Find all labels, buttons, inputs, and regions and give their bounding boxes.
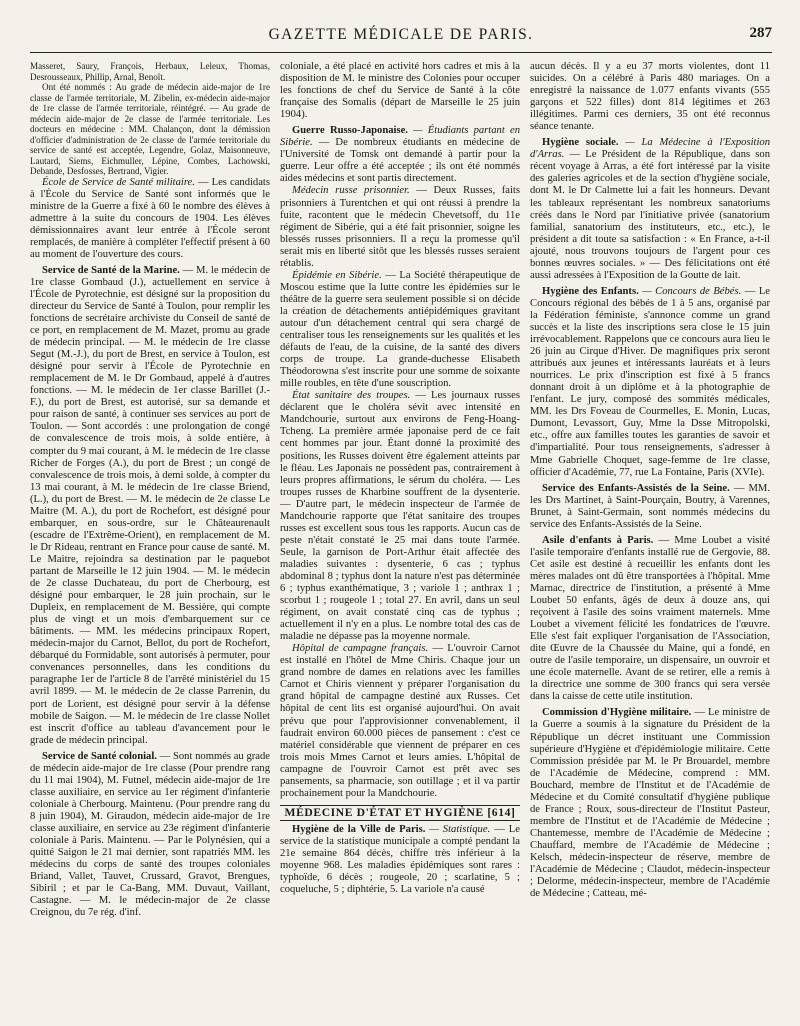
colonial-paragraph [30, 751, 270, 920]
colonial-body: — Sont nommés au grade de médecin aide-major de 1re classe (Pour prendre rang du 11 mai 1904), M. Futnel, médecin aide-major de 1re classe auxiliaire, en service au 1er régiment d'infanterie coloniale à Cherbourg. Maintenu. (Pour prendre rang du 8 juin 1904), M. Giraudon, médecin aide-major de 1re classe auxiliaire, en service au 23e régiment d'infanterie coloniale à Paris. Maintenu. — Par le Polynésien, qui a quitté Saigon le 21 mai dernier, sont rapatriés MM. les médecins du corps de santé des troupes coloniales Briand, Vallet, Tauvet, Crussard, Gravot, Brengues, Sibiril ; et par le Ca-Bang, MM. Duvaut, Vaillant, Castagne. — M. le médecin-major de 2e classe Creignou, du 7e rég. d'inf. [30, 750, 270, 919]
column-2 [280, 61, 520, 1019]
hyg-paris-paragraph [280, 824, 520, 896]
hopital-paragraph [280, 643, 520, 800]
continuation-paragraph-3: aucun décès. Il y a eu 37 morts violentes, dont 11 suicides. On a célébré à Paris 480 mariages. On a enregistré la naissance de 1.077 enfants vivants (555 garçons et 522 filles) dont 814 légitimes et 263 illégitimes. Parmi ces derniers, 35 ont été reconnus séance tenante. [530, 61, 770, 133]
ecole-title: École de Service de Santé militaire. [42, 176, 195, 188]
commission-paragraph [530, 707, 770, 900]
hyg-sociale-subtitle: — La Médecine à l'Exposition d'Arras. [530, 137, 770, 161]
enfants-assistes-title: Service des Enfants-Assistés de la Seine. [542, 482, 730, 494]
hyg-enfants-title: Hygiène des Enfants. [542, 285, 639, 297]
etat-paragraph [280, 390, 520, 643]
continuation-paragraph: coloniale, a été placé en activité hors cadres et mis à la disposition de M. le ministre des Colonies pour occuper les fonctions de chef du Service de Santé à la côte française des Somalis (départ de Marseille le 25 juin 1904). [280, 61, 520, 121]
ecole-paragraph [30, 177, 270, 261]
hopital-title: Hôpital de campagne français. [292, 643, 429, 655]
nominations-paragraph: Ont été nommés : Au grade de médecin aide-major de 1re classe de l'armée territoriale, M. Zibelin, ex-médecin aide-major de 1re classe de l'armée territoriale, réintégré. — Au grade de médecin aide-major de 2e classe de l'armée territoriale. Les docteurs en médecine : MM. Chalançon, dont la démission d'officier d'administration de 2e classe de l'armée territoriale du service de santé est acceptée, Legendre, Golaz, Maisonneuve, Lautard, Siems, Eichmuller, Lépine, Combes, Lachowski, Debande, Desfosses, Bertrand, Vigier. [30, 82, 270, 176]
hyg-paris-title: Hygiène de la Ville de Paris. [292, 823, 426, 835]
commission-title: Commission d'Hygiène militaire. [542, 707, 692, 719]
etat-title: État sanitaire des troupes. [292, 390, 411, 402]
epidemie-body: — La Société thérapeutique de Moscou estime que la lutte contre les épidémies sur le théâtre de la guerre sera seulement possible si on décide la création de détachements antiépidémiques gravitant autour d'un détachement central qui sera chargé de centraliser tous les renseignements sur les qualités et les défauts de l'eau, de la cuisine, de la santé des divers corps de troupe. La grande-duchesse Elisabeth Théodorowna s'est inscrite pour une somme de soixante mille roubles, en tête d'une souscription. [280, 269, 520, 390]
asile-title: Asile d'enfants à Paris. [542, 534, 654, 546]
marine-title: Service de Santé de la Marine. [42, 264, 180, 276]
enfants-assistes-paragraph [530, 483, 770, 531]
ecole-body: — Les candidats à l'École du Service de Santé sont informés que le ministre de la Guerre a fixé à 60 le nombre des élèves à admettre à la suite du concours de 1904. Les élèves démissionnaires avant leur entrée à l'École seront remplacés, de manière à compléter l'effectif présent à 60 au moment de l'ouverture des cours. [30, 176, 270, 260]
page-number: 287 [749, 25, 772, 41]
colonial-title: Service de Santé colonial. [42, 750, 157, 762]
guerre-paragraph [280, 125, 520, 185]
column-1 [30, 61, 270, 1019]
enfants-assistes-body: — MM. les Drs Martinet, à Saint-Pourçain, Boutry, à Varennes, Brunet, à Saint-Germain, sont nommés médecins du service des Enfants-Assistés de la Seine. [530, 482, 770, 530]
guerre-title: Guerre Russo-Japonaise. [292, 125, 408, 137]
hyg-paris-subtitle: — Statistique. [425, 823, 491, 835]
hyg-sociale-title: Hygiène sociale. [542, 137, 619, 149]
hyg-enfants-subtitle: — Concours de Bébés. [638, 285, 742, 297]
journal-title: GAZETTE MÉDICALE DE PARIS. [268, 26, 534, 43]
hyg-enfants-body: — Le Concours régional des bébés de 1 à 5 ans, organisé par la Fédération féministe, s'annonce comme un grand succès et la liste des inscriptions sera close le 15 juin irrévocablement. Rappelons que ce concours aura lieu le 26 juin au Cirque d'Hiver. De magnifiques prix seront attribués aux jeunes et intéressants lauréats et à leurs nourrices. Le prix d'inscription est fixé à 5 francs donnant droit à un diplôme et à la photographie de l'enfant. Le jury, composé des sommités médicales, MM. les Drs Foveau de Courmelles, E. Monin, Lucas, Dumont, Levassort, Guy, Mme la Dsse Mitropolski, etc., offre aux familles toutes les garanties de savoir et d'impartialité. Pour tous renseignements, s'adresser à Mme Gabrielle Choquet, sage-femme de 1re classe, officier d'Académie, 77, rue La Fontaine, Paris (XVIe). [530, 285, 770, 478]
asile-paragraph [530, 535, 770, 704]
guerre-body: — De nombreux étudiants en médecine de l'Université de Tomsk ont demandé à partir pour la guerre. Leur offre a été acceptée ; ils ont été nommés aides médecins et sont partis directement. [280, 137, 520, 185]
marine-body: — M. le médecin de 1re classe Gombaud (J.), actuellement en service à l'École de Pyrotechnie, est désigné sur la proposition du directeur du Service de Santé à Toulon, pour remplir les fonctions de secrétaire archiviste du Conseil de santé de ce port, en remplacement de M. Mazet, promu au grade de médecin principal. — M. le médecin de 1re classe Segut (M.-J.), du port de Brest, en service à Toulon, est désigné pour servir à l'École de Pyrotechnie en remplacement de M. le Dr Gombaud, appelé à d'autres fonctions. — M. le médecin de 1er classe Barillet (J.-F.), du port de Brest, est autorisé, sur sa demande et pour raison de santé, à continuer ses services au port de Toulon. — Sont accordés : une prolongation de congé de convalescence de trois mois, à solde entière, à compter du 9 mai courant, à M. le médecin de 1re classe Richer de Forges (A.), du port de Brest ; un congé de convalescence de trois mois, à demi solde, à compter du 13 mai courant, à M. le médecin de 1re classe Briend, (L.), du port de Brest. — M. le médecin de 2e classe Le Maitre (M. A.), du port de Rochefort, est désigné pour embarquer, en sous-ordre, sur le Châteaurenault (escadre de l'Extrême-Orient), en remplacement de M. le Dr Rideau, rentrant en France pour cause de santé. M. Le Maitre, rejoindra sa destination par le paquebot partant de Marseille le 12 juin 1904. — M. le médecin de 2e classe Duchateau, du port de Cherbourg, est désigné pour embarquer, le 28 juin prochain, sur le Dupleix, en remplacement de M. Bessière, qui compte plus de vingt et un mois d'embarquement sur ce bâtiments. — MM. les médecins principaux Ropert, médecin-major du Carnot, Bellot, du port de Rochefort, débarqué du Formidable, sont autorisés à permuter, pour convenances personnelles, dans les conditions du paragraphe 1er de l'article 8 de l'arrêté ministériel du 15 avril 1899. — M. le médecin de 2e classe Parrenin, du port de Lorient, est désigné pour servir à la défense mobile de Saigon. — M. le médecin de 1re classe Nollet est inscrit d'office au tableau d'avancement pour le grade de médecin principal. [30, 264, 270, 746]
marine-paragraph [30, 265, 270, 747]
commission-body: — Le ministre de la Guerre a soumis à la signature du Président de la République un décret instituant une Commission supérieure d'Hygiène et d'épidémiologie militaire. Cette Commission présidée par M. le Pr Brouardel, membre de l'Académie de Médecine, comprend : MM. Bouchard, membre de l'Institut et de l'Académie de Médecine et du Comité consultatif d'hygiène publique de France ; Roux, sous-directeur de l'Institut Pasteur, membre de l'Institut et de l'Académie de Médecine ; Chantemesse, membre de l'Académie de Médecine ; Chauffard, membre de l'Académie de Médecine ; Kelsch, médecin-inspecteur de réserve, membre de l'Académie de Médecine ; Claudot, médecin-inspecteur ; Delorme, médecin-inspecteur, membre de l'Académie de Médecine ; Catteau, mé- [530, 707, 770, 900]
intro-names: Masseret, Saury, François, Herbaux, Leleux, Thomas, Desrousseaux, Phillip, Arnal, Benoît. [30, 61, 270, 82]
hyg-sociale-body: — Le Président de la République, dans son récent voyage à Arras, a été fort intéressé par la visite des galeries agricoles et de la section d'hygiène sociale, dont M. le Dr Calmette lui a fait les honneurs. Devant les tableaux représentant les nombreux sanatoriums créés dans le Nord par l'initiative privée (sanatorium familial, sanatorium des instituteurs, etc., etc.), le président a dit toute sa satisfaction : « En France, a-t-il ajouté, nous trouvons toujours de l'argent pour ces bonnes œuvres sociales. » — Des félicitations ont été aussi adressées à l'Exposition de la Goutte de lait. [530, 149, 770, 281]
column-3 [530, 61, 770, 1019]
epidemie-title: Épidémie en Sibérie. [292, 269, 382, 281]
guerre-subtitle: — Étudiants partant en Sibérie. [280, 125, 520, 149]
prisonnier-body: — Deux Russes, faits prisonniers à Turentchen et qui ont réussi à prendre la fuite, racontent que le médecin Chevetsoff, du 11e régiment de Sibérie, qui a été fait prisonnier, soigne les blessés russes prisonniers. Il a reçu la promesse qu'il serait mis en liberté sitôt que les blessés russes seraient rétablis. [280, 185, 520, 269]
prisonnier-paragraph [280, 185, 520, 269]
etat-body: — Les journaux russes déclarent que le choléra sévit avec intensité en Mandchourie, surtout aux environs de Feng-Hoang-Tcheng. La première armée japonaise perd de ce fait cent hommes par jour. Étant donné la proximité des positions, les Russes doivent être également atteints par le fléau. Les Japonais ne possèdent pas, contrairement à leurs propres affirmations, le sérum du choléra. — Les troupes russes de Kharbine souffrent de la dysenterie. — D'autre part, le médecin inspecteur de l'armée de Mandchourie rapporte que l'état sanitaire des troupes russes est excellent sous tous les rapports. Aucun cas de peste n'était constaté le 25 mai dans toute l'armée. Seule, la garnison de Port-Arthur était affectée des maladies suivantes : dysenterie, 6 cas ; typhus abdominal 8 ; typhus dont la nature n'est pas déterminée 6 ; typhus exanthématique, 3 ; variole 1 ; anthrax 1 ; scorbut 1 ; rougeole 1 ; total 27. En avril, dans un seul régiment, on avait constaté cinq cas de typhus ; actuellement il n'y en a plus. Le nombre total des cas de maladie ne dépasse pas la moyenne normale. [280, 390, 520, 643]
columns [30, 61, 772, 1019]
hyg-enfants-paragraph [530, 286, 770, 479]
page-header [30, 22, 772, 53]
asile-body: — Mme Loubet a visité l'asile temporaire d'enfants installé rue de Gergovie, 88. Cet asile est destiné à recueillir les enfants dont les mères malades ont dû être transportées à l'hôpital. Mme Marnac, directrice de l'institution, a présenté à Mme Loubet 50 enfants, âgés de deux à douze ans, qui reçoivent à l'asile des soins vraiment maternels. Mme Loubet a vivement félicité les fondatrices de l'œuvre. Elle s'est fait expliquer l'organisation de l'Association, dite Œuvre de la Chaussée du Maine, qui a fondé, en outre de l'asile temporaire, un dispensaire, un ouvroir et une école maternelle. Avant de se retirer, elle a remis à la directrice une somme de 300 francs qui sera versée dans la caisse de cette utile institution. [530, 534, 770, 703]
hyg-sociale-paragraph [530, 137, 770, 282]
epidemie-paragraph [280, 270, 520, 390]
hyg-paris-body: — Le service de la statistique municipale a compté pendant la 21e semaine 864 décès, chiffre très inférieur à la moyenne 968. Les maladies épidémiques sont rares : typhoïde, 6 décès ; rougeole, 20 ; scarlatine, 5 ; coqueluche, 5 ; diphtérie, 5. La variole n'a causé [280, 823, 520, 896]
section-heading: MÉDECINE D'ÉTAT ET HYGIÈNE [614] [280, 805, 520, 821]
prisonnier-title: Médecin russe prisonnier. [292, 185, 410, 197]
hopital-body: — L'ouvroir Carnot est installé en l'hôtel de Mme Chiris. Chaque jour un grand nombre de dames en relations avec les familles Carnot et Chiris viennent y préparer l'organisation du grand hôpital de campagne destiné aux Russes. Cet hôpital de cent lits est organisé aujourd'hui. On avait prévu que pour l'approvisionner convenablement, il faudrait environ 60.000 pièces de pansement : c'est ce matériel considérable que viennent de préparer en ces trois mois Mmes Carnot et leurs amies. L'hôpital de campagne de l'ouvroir Carnot est prêt avec ses pansements, sa pharmacie, son outillage ; et il va partir prochainement pour la Mandchourie. [280, 643, 520, 799]
